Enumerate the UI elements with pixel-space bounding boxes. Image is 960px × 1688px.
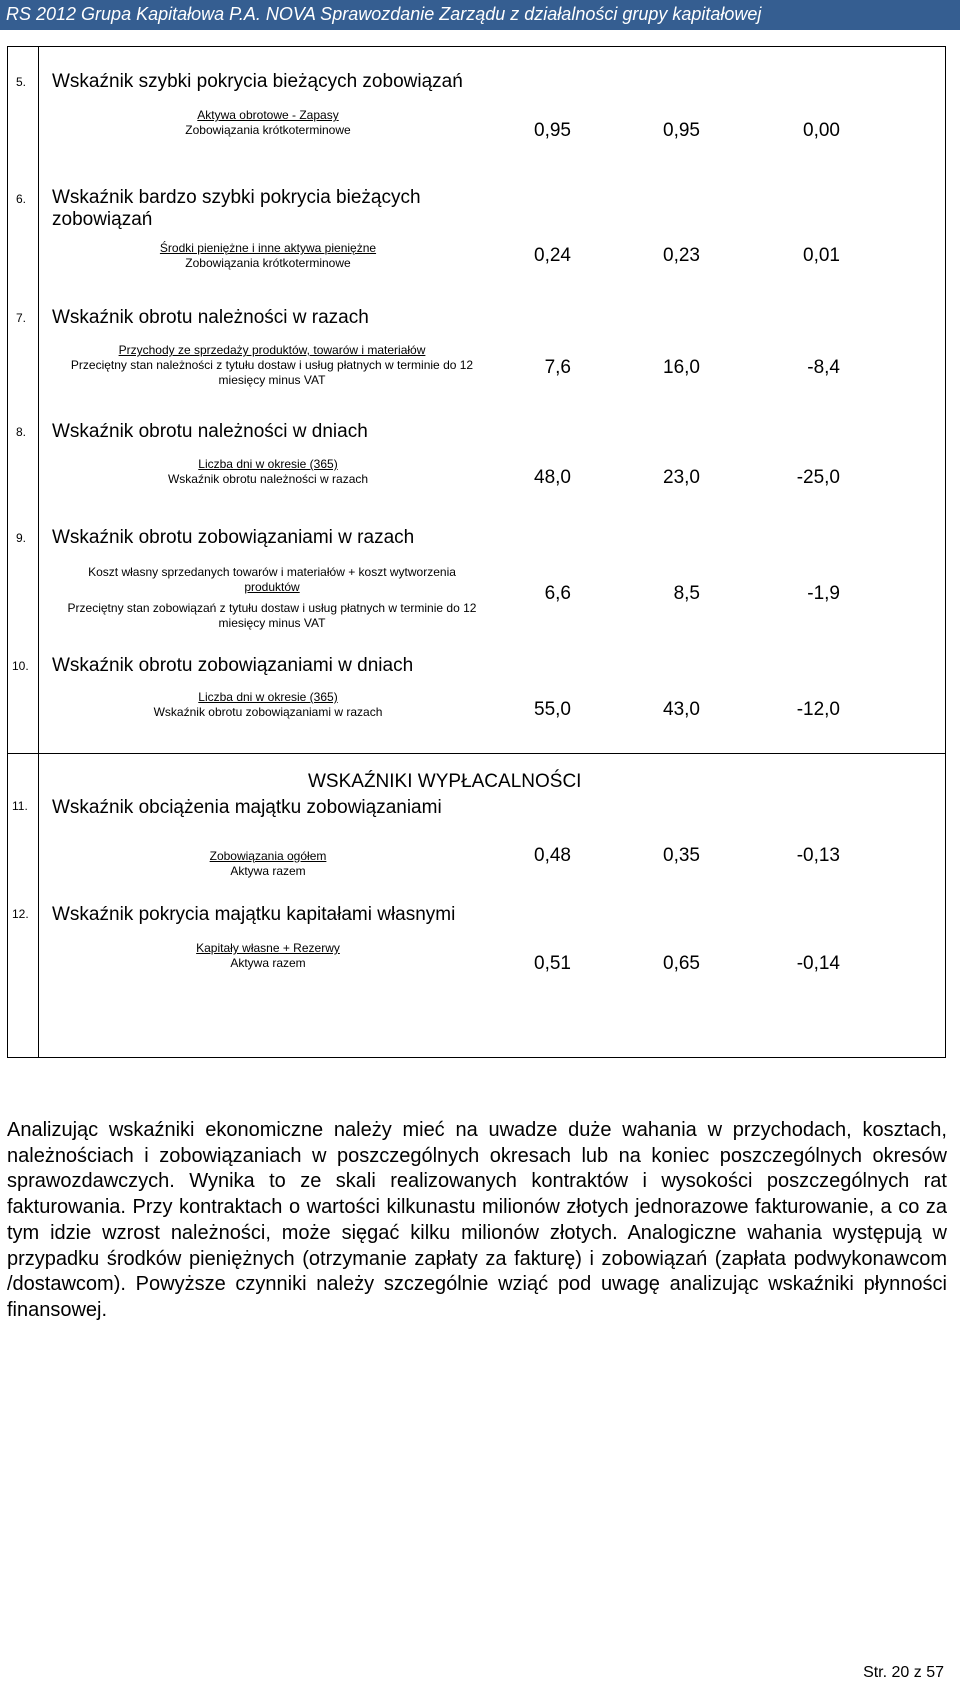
value-2011: 0,23	[663, 245, 700, 266]
row-number: 7.	[16, 311, 27, 325]
value-change: -12,0	[796, 699, 840, 720]
formula-numerator: Przychody ze sprzedaży produktów, towarów i materiałów	[118, 343, 426, 357]
analysis-paragraph: Analizując wskaźniki ekonomiczne należy mieć na uwadze duże wahania w przychodach, kosztach, należnościach i zobowiązaniach w poszczególnych okresach lub na koniec poszczególnych okresów sprawozdawczych. Wynika to ze skali realizowanych kontraktów i wysokości poszczególnych rat fakturowania. Przy kontraktach o wartości kilkunastu milionów złotych jednorazowe fakturowanie, a co za tym idzie wzrost należności, może sięgać kilku milionów złotych. Analogiczne wahania występują w przypadku środków pieniężnych (otrzymanie zapłaty za fakturę) i zobowiązań (zapłata podwykonawcom /dostawcom). Powyższe czynniki należy szczególnie wziąć pod uwagę analizując wskaźniki płynności finansowej.	[7, 1119, 947, 1321]
row-number: 5.	[16, 75, 27, 89]
row-number: 12.	[12, 907, 29, 921]
row-title: Wskaźnik obrotu należności w razach	[52, 307, 369, 328]
row-title-line: Wskaźnik bardzo szybki pokrycia bieżących	[52, 187, 421, 208]
value-2012: 0,95	[534, 120, 571, 141]
row-formula	[68, 941, 468, 971]
formula-denominator: Przeciętny stan należności z tytułu dostaw i usług płatnych w terminie do 12	[70, 358, 474, 372]
row-formula	[68, 241, 468, 271]
row-number: 9.	[16, 531, 27, 545]
document-header	[0, 0, 960, 30]
formula-denominator: Zobowiązania krótkoterminowe	[185, 256, 351, 270]
value-change: -0,13	[796, 845, 840, 866]
header-text: RS 2012 Grupa Kapitałowa P.A. NOVA Sprawozdanie Zarządu z działalności grupy kapitałowej	[6, 4, 762, 24]
formula-numerator: Liczba dni w okresie (365)	[198, 690, 338, 704]
value-2012: 0,51	[534, 953, 571, 974]
formula-denominator: Wskaźnik obrotu należności w razach	[167, 472, 369, 486]
row-title: Wskaźnik szybki pokrycia bieżących zobowiązań	[52, 71, 463, 92]
value-change: -25,0	[796, 467, 840, 488]
row-title: Wskaźnik obrotu zobowiązaniami w razach	[52, 527, 415, 548]
formula-numerator: Środki pieniężne i inne aktywa pieniężne	[159, 241, 377, 255]
value-2011: 23,0	[663, 467, 700, 488]
row-number: 10.	[12, 659, 29, 673]
row-title: Wskaźnik pokrycia majątku kapitałami własnymi	[52, 904, 456, 925]
value-2011: 16,0	[663, 357, 700, 378]
row-number: 8.	[16, 425, 27, 439]
formula-denominator: Aktywa razem	[230, 956, 306, 970]
formula-denominator: miesięcy minus VAT	[218, 373, 326, 387]
row-title: Wskaźnik obciążenia majątku zobowiązaniami	[52, 797, 442, 818]
value-2011: 43,0	[663, 699, 700, 720]
value-2011: 0,95	[663, 120, 700, 141]
row-number: 6.	[16, 192, 27, 206]
formula-numerator: Liczba dni w okresie (365)	[198, 457, 338, 471]
table-column-divider	[38, 47, 39, 1057]
row-formula	[68, 690, 468, 720]
value-2012: 6,6	[544, 583, 571, 604]
formula-numerator: Zobowiązania ogółem	[209, 849, 327, 863]
value-2011: 8,5	[673, 583, 700, 604]
row-title: Wskaźnik obrotu zobowiązaniami w dniach	[52, 655, 414, 676]
row-title	[52, 187, 421, 231]
value-change: 0,00	[803, 120, 840, 141]
section-heading: WSKAŹNIKI WYPŁACALNOŚCI	[308, 771, 582, 792]
table-section-divider	[8, 753, 945, 754]
formula-denominator: Aktywa razem	[230, 864, 306, 878]
value-2012: 0,24	[534, 245, 571, 266]
formula-numerator: Koszt własny sprzedanych towarów i materiałów + koszt wytworzenia	[88, 565, 456, 579]
formula-denominator: miesięcy minus VAT	[218, 616, 326, 630]
value-change: 0,01	[803, 245, 840, 266]
value-change: -8,4	[807, 357, 840, 378]
value-2011: 0,65	[663, 953, 700, 974]
value-2012: 7,6	[544, 357, 571, 378]
value-change: -1,9	[807, 583, 840, 604]
formula-denominator: Przeciętny stan zobowiązań z tytułu dostaw i usług płatnych w terminie do 12	[67, 601, 477, 615]
formula-numerator: Kapitały własne + Rezerwy	[196, 941, 340, 955]
page-number: Str. 20 z 57	[863, 1664, 944, 1681]
formula-numerator: Aktywa obrotowe - Zapasy	[197, 108, 339, 122]
ratios-table	[7, 46, 946, 1058]
row-formula	[68, 457, 468, 487]
value-2012: 48,0	[534, 467, 571, 488]
value-2011: 0,35	[663, 845, 700, 866]
value-2012: 0,48	[534, 845, 571, 866]
row-formula	[52, 565, 492, 631]
row-formula	[68, 108, 468, 138]
value-2012: 55,0	[534, 699, 571, 720]
row-number: 11.	[12, 799, 28, 813]
value-change: -0,14	[796, 953, 840, 974]
formula-denominator: Wskaźnik obrotu zobowiązaniami w razach	[153, 705, 383, 719]
row-formula	[68, 849, 468, 879]
formula-numerator: produktów	[244, 580, 300, 594]
row-title: Wskaźnik obrotu należności w dniach	[52, 421, 368, 442]
row-title-line: zobowiązań	[52, 209, 153, 230]
formula-denominator: Zobowiązania krótkoterminowe	[185, 123, 351, 137]
row-formula	[52, 343, 492, 388]
